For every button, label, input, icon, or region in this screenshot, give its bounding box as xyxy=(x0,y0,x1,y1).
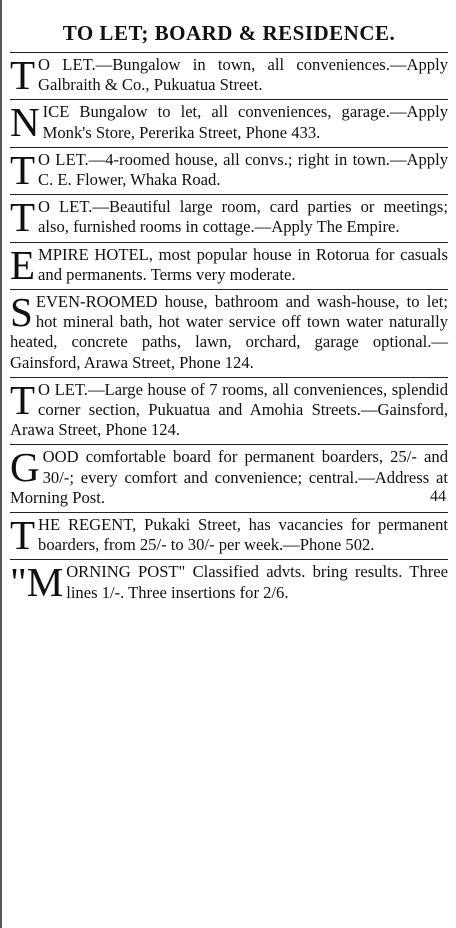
ad-monks-store-bungalow xyxy=(10,100,448,146)
ad-box-number: 44 xyxy=(430,487,446,505)
ad-text: HE REGENT, Pukaki Street, has vacancies for permanent boarders, from 25/- to 30/- per week.—Phone 502. xyxy=(38,515,448,555)
section-heading: TO LET; BOARD & RESIDENCE. xyxy=(62,21,396,45)
ad-text: OOD comfortable board for permanent boarders, 25/- and 30/-; every comfort and convenience; central.—Address at Morning Post. xyxy=(10,447,448,507)
ad-text: O LET.—Large house of 7 rooms, all conveniences, splendid corner section, Pukuatua and Amohia Streets.—Gainsford, Arawa Street, Phone 124. xyxy=(10,379,448,440)
drop-cap: S xyxy=(10,289,33,336)
ad-flower-house xyxy=(10,148,448,194)
ad-morning-post-classifieds xyxy=(10,560,448,606)
drop-cap: T xyxy=(10,376,36,423)
ad-galbraith-bungalow xyxy=(10,53,448,99)
ad-text: O LET.—4-roomed house, all convs.; right in town.—Apply C. E. Flower, Whaka Road. xyxy=(38,149,448,190)
ad-text: EVEN-ROOMED house, bathroom and wash-house, to let; hot mineral bath, hot water service off town water naturally heated, concrete paths, lawn, orchard, garage optional.—Gainsford, Arawa Street, Phone 124. xyxy=(10,292,448,372)
drop-cap: T xyxy=(10,52,36,98)
ad-large-house xyxy=(10,378,448,445)
ad-the-regent xyxy=(10,513,448,559)
drop-cap: E xyxy=(10,241,36,288)
drop-cap: N xyxy=(10,99,40,146)
drop-cap: "M xyxy=(10,559,64,606)
ad-text: ORNING POST" Classified advts. bring results. Three lines 1/-. Three insertions for 2/6. xyxy=(66,562,448,602)
ad-text: O LET.—Beautiful large room, card parties or meetings; also, furnished rooms in cottage.—Apply The Empire. xyxy=(38,197,448,237)
drop-cap: T xyxy=(10,512,36,559)
ad-seven-roomed-house xyxy=(10,290,448,377)
ad-text: MPIRE HOTEL, most popular house in Rotorua for casuals and permanents. Terms very moderate. xyxy=(38,244,448,284)
ad-text: O LET.—Bungalow in town, all conveniences.—Apply Galbraith & Co., Pukuatua Street. xyxy=(38,55,448,95)
drop-cap: T xyxy=(10,194,36,241)
drop-cap: G xyxy=(10,444,40,491)
ad-empire-hotel xyxy=(10,243,448,289)
ad-empire-room xyxy=(10,195,448,241)
ad-good-board xyxy=(10,445,448,512)
drop-cap: T xyxy=(10,146,36,193)
ad-text: ICE Bungalow to let, all conveniences, garage.—Apply Monk's Store, Pererika Street, Phone 433. xyxy=(42,102,448,142)
